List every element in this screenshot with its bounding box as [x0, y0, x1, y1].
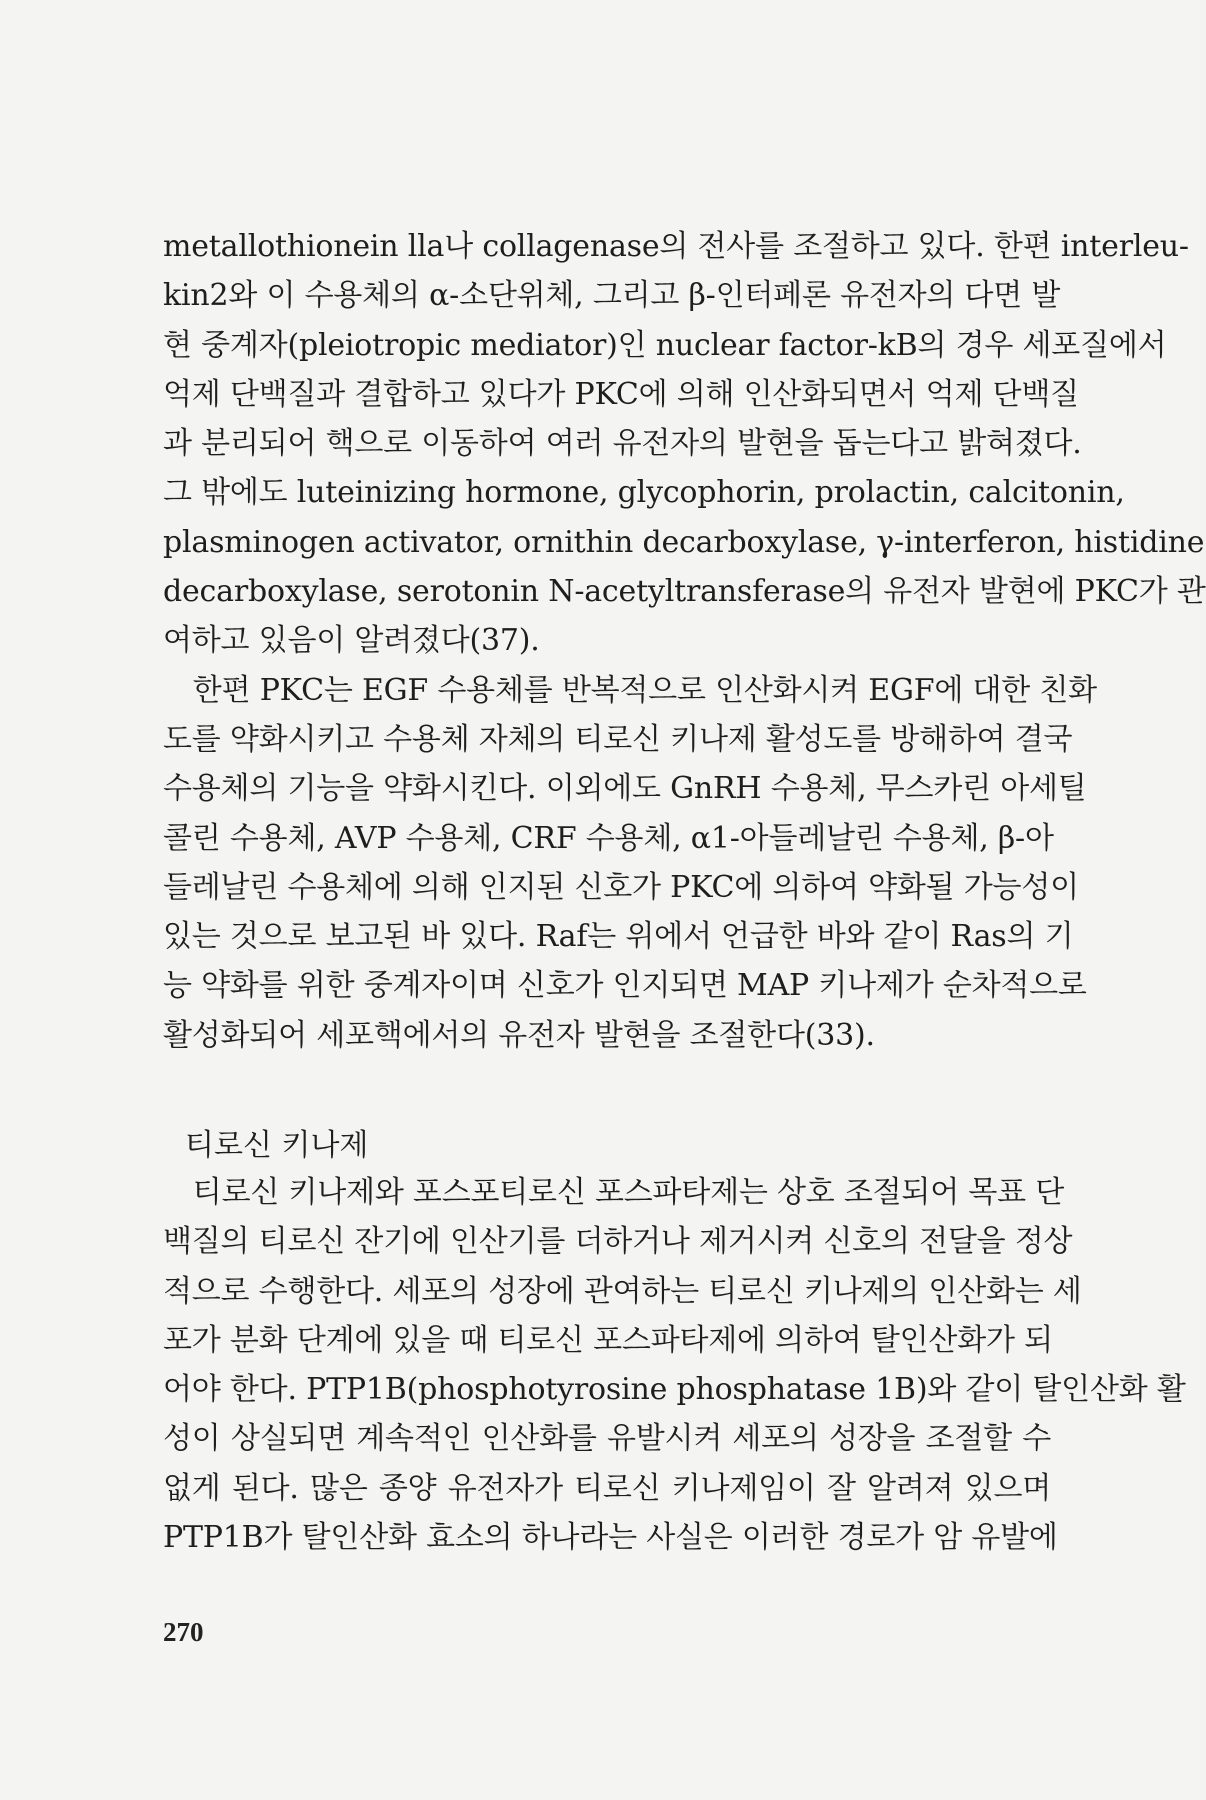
text-line: kin2와 이 수용체의 α-소단위체, 그리고 β-인터페론 유전자의 다면 발 [163, 278, 1061, 314]
text-line: 활성화되어 세포핵에서의 유전자 발현을 조절한다(33). [163, 1017, 875, 1053]
text-line: 현 중계자(pleiotropic mediator)인 nuclear factor-kB의 경우 세포질에서 [163, 327, 1167, 363]
text-line: decarboxylase, serotonin N-acetyltransferase의 유전자 발현에 PKC가 관 [163, 574, 1206, 610]
text-line: metallothionein lla나 collagenase의 전사를 조절하고 있다. 한편 interleu- [163, 229, 1189, 264]
paragraph-3 [163, 1168, 1186, 1562]
section-heading: 티로신 키나제 [185, 1128, 369, 1163]
text-line: 들레날린 수용체에 의해 인지된 신호가 PKC에 의하여 약화될 가능성이 [163, 869, 1079, 905]
text-line: 수용체의 기능을 약화시킨다. 이외에도 GnRH 수용체, 무스카린 아세틸 [163, 771, 1087, 807]
text-line: 없게 된다. 많은 종양 유전자가 티로신 키나제임이 잘 알려져 있으며 [163, 1470, 1051, 1506]
text-line: 여하고 있음이 알려졌다(37). [163, 623, 540, 659]
text-line: 한편 PKC는 EGF 수용체를 반복적으로 인산화시켜 EGF에 대한 친화 [163, 672, 1097, 708]
text-line: 능 약화를 위한 중계자이며 신호가 인지되면 MAP 키나제가 순차적으로 [163, 968, 1087, 1004]
text-line: 포가 분화 단계에 있을 때 티로신 포스파타제에 의하여 탈인산화가 되 [163, 1322, 1053, 1358]
text-line: 티로신 키나제와 포스포티로신 포스파타제는 상호 조절되어 목표 단 [163, 1175, 1064, 1210]
body-text-lower [163, 1168, 1186, 1562]
body-text-upper [163, 222, 1206, 1060]
text-line: 적으로 수행한다. 세포의 성장에 관여하는 티로신 키나제의 인산화는 세 [163, 1273, 1082, 1309]
paragraph-2 [163, 666, 1097, 1060]
text-line: 도를 약화시키고 수용체 자체의 티로신 키나제 활성도를 방해하여 결국 [163, 721, 1073, 757]
text-line: PTP1B가 탈인산화 효소의 하나라는 사실은 이러한 경로가 암 유발에 [163, 1520, 1058, 1556]
text-line: 백질의 티로신 잔기에 인산기를 더하거나 제거시켜 신호의 전달을 정상 [163, 1224, 1073, 1260]
text-line: plasminogen activator, ornithin decarboxylase, γ-interferon, histidine [163, 524, 1205, 560]
text-line: 콜린 수용체, AVP 수용체, CRF 수용체, α1-아들레날린 수용체, β-아 [163, 820, 1054, 856]
text-line: 성이 상실되면 계속적인 인산화를 유발시켜 세포의 성장을 조절할 수 [163, 1421, 1051, 1457]
text-line: 있는 것으로 보고된 바 있다. Raf는 위에서 언급한 바와 같이 Ras의 기 [163, 919, 1074, 955]
text-line: 억제 단백질과 결합하고 있다가 PKC에 의해 인산화되면서 억제 단백질 [163, 376, 1079, 412]
text-line: 과 분리되어 핵으로 이동하여 여러 유전자의 발현을 돕는다고 밝혀졌다. [163, 426, 1082, 462]
text-line: 그 밖에도 luteinizing hormone, glycophorin, prolactin, calcitonin, [163, 475, 1125, 511]
page-number: 270 [163, 1617, 204, 1647]
paragraph-1 [163, 222, 1206, 666]
text-line: 어야 한다. PTP1B(phosphotyrosine phosphatase 1B)와 같이 탈인산화 활 [163, 1372, 1186, 1408]
